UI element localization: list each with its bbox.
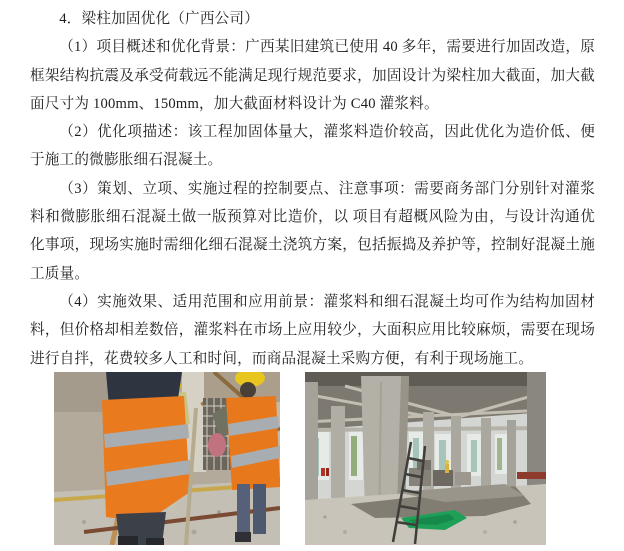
photo-concrete-pouring-graphic	[54, 372, 280, 545]
paragraph-2: （2）优化项描述：该工程加固体量大，灌浆料造价较高，因此优化为造价低、便于施工的微膨胀细石混凝土。	[30, 124, 595, 169]
photo-structure-interior-graphic	[305, 372, 546, 545]
paragraph-1: （1）项目概述和优化背景：广西某旧建筑已使用 40 多年，需要进行加固改造，原框架结构抗震及承受荷载远不能满足现行规范要求，加固设计为梁柱加大截面，加大截面尺寸为 100mm、150mm，加大截面材料设计为 C40 灌浆料。	[30, 39, 595, 112]
photo-concrete-pouring	[54, 372, 280, 545]
paragraph-3: （3）策划、立项、实施过程的控制要点、注意事项：需要商务部门分别针对灌浆料和微膨胀细石混凝土做一版预算对比造价，以 项目有超概风险为由，与设计沟通优化事项，现场实施时需细化细石混凝土浇筑方案，包括振捣及养护等，控制好混凝土施工质量。	[30, 180, 595, 282]
paragraph-4: （4）实施效果、适用范围和应用前景：灌浆料和细石混凝土均可作为结构加固材料，但价格却相差数倍，灌浆料在市场上应用较少，大面积应用比较麻烦，需要在现场进行自拌，花费较多人工和时间，而商品混凝土采购方便，有利于现场施工。	[30, 293, 595, 367]
text-block	[30, 5, 595, 373]
photo-structure-interior	[305, 372, 546, 545]
photo-row	[0, 372, 624, 545]
section-heading: 4．梁柱加固优化（广西公司）	[59, 11, 260, 27]
